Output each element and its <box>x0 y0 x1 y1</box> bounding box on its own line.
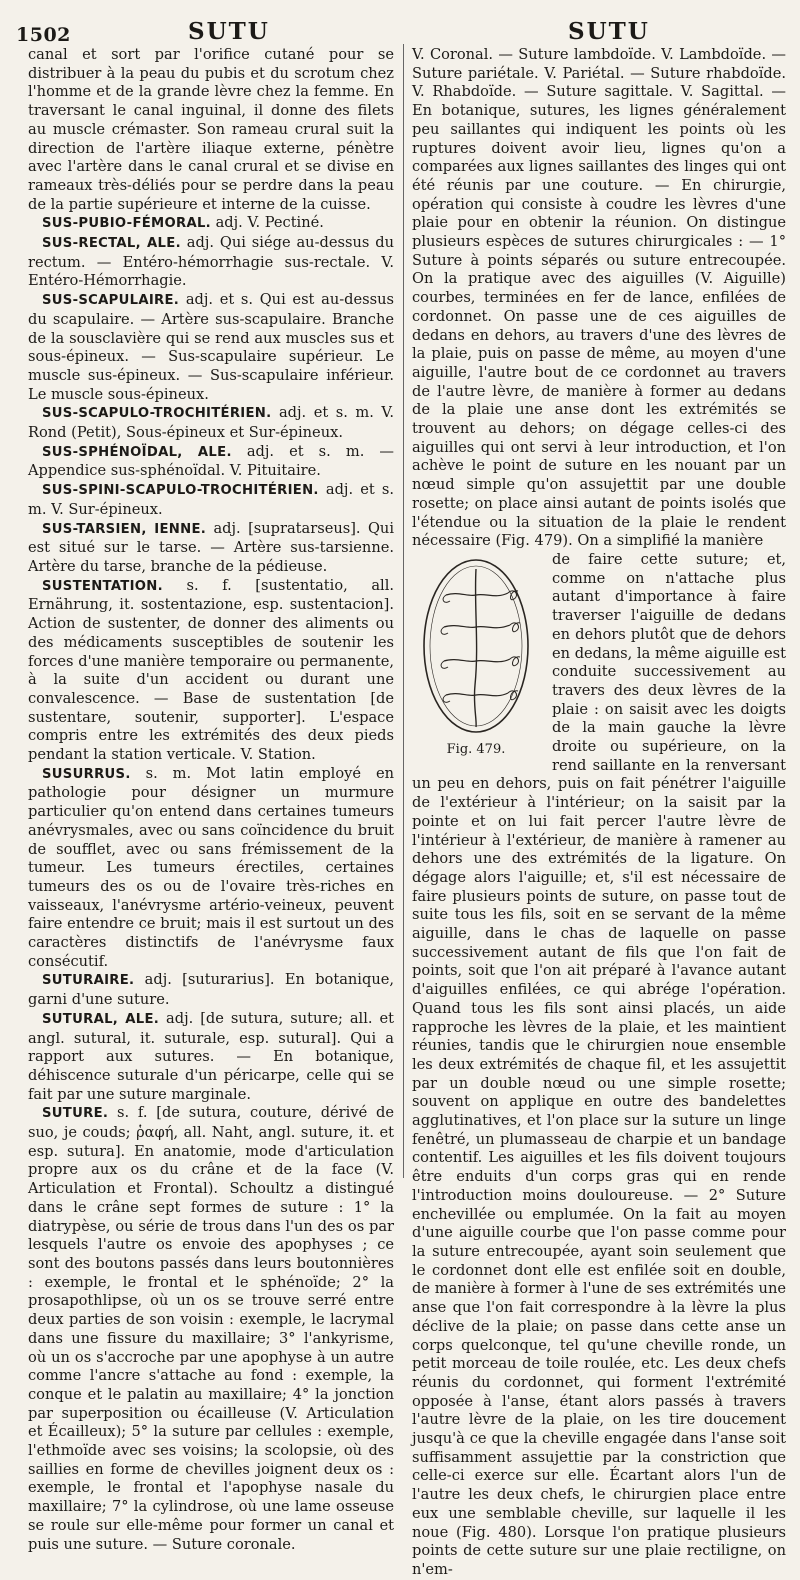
suture-illustration <box>416 555 536 737</box>
dictionary-entry <box>28 577 394 765</box>
paragraph-main: de faire cette suture; et, comme on n'attache plus autant d'importance à faire traverser l'aiguille de dedans en dehors plutôt que de dehors en dedans, la même aiguille est conduite successivement au travers des deux lèvres de la plaie : on saisit avec les doigts de la main gauche la lèvre droite ou supérieure, on la rend saillante en la renversant un peu en dehors, puis on fait pénétrer l'aiguille de l'extérieur à l'intérieur; on la saisit par la pointe et on lui fait percer l'autre lèvre de l'intérieur à l'extérieur, de manière à ramener au dehors une des extrémités de la ligature. On dégage alors l'aiguille; et, s'il est nécessaire de faire plusieurs points de suture, on passe tout de suite tous les fils, soit en se servant de la même aiguille, dans le chas de laquelle on passe successivement autant de fils que l'on fait de points, soit que l'on ait préparé à l'avance autant d'aiguilles enfilées, ce qui abrége l'opération. Quand tous les fils sont ainsi placés, un aide rapproche les lèvres de la plaie, et les maintient réunies, tandis que le chirurgien noue ensemble les deux extrémités de chaque fil, et les assujettit par un double nœud ou une simple rosette; souvent on applique en outre des bandelettes agglutinatives, et l'on place sur la suture un linge fenêtré, un plumasseau de charpie et un bandage contentif. Les aiguilles et les fils doivent toujours être enduits d'un corps gras qui en rende l'introduction moins douloureuse. — 2° Suture enchevillée ou emplumée. On la fait au moyen d'une aiguille courbe que l'on passe comme pour la suture entrecoupée, ayant soin seulement que le cordonnet dont elle est enfilée soit en double, de manière à former à l'une de ses extrémités une anse que l'on fait correspondre à la lèvre la plus déclive de la plaie; on passe dans cette anse un corps quelconque, tel qu'une cheville ronde, un petit morceau de toile roulée, etc. Les deux chefs réunis du cordonnet, qui forment l'extrémité opposée à l'anse, étant alors passés à travers l'autre lèvre de la plaie, on les tire doucement jusqu'à ce que la cheville engagée dans l'anse soit suffisamment assujettie par la constriction que celle-ci exerce sur elle. Écartant alors l'un de l'autre les deux chefs, le chirurgien place entre eux une semblable cheville, sur laquelle il les noue (Fig. 480). Lorsque l'on pratique plusieurs points de cette suture sur une plaie rectiligne, on n'em- <box>412 550 786 1578</box>
right-column <box>412 46 786 1578</box>
entry-headword: SUS-SPINI-SCAPULO-TROCHITÉRIEN. <box>42 483 319 499</box>
entry-definition: adj. Qui siége au-dessus du rectum. — Entéro-hémorrhagie sus-rectale. V. Entéro-Hémorrhagie. <box>28 234 394 290</box>
entry-headword: SUS-PUBIO-FÉMORAL. <box>42 216 211 232</box>
dictionary-entry <box>28 481 394 519</box>
running-head-left: SUTU <box>188 18 270 45</box>
paragraph-continued: canal et sort par l'orifice cutané pour se distribuer à la peau du pubis et du scrotum chez l'homme et de la grande lèvre chez la femme. En traversant le canal inguinal, il donne des filets au muscle crémaster. Son rameau crural suit la direction de l'artère iliaque externe, pénètre avec l'artère dans le canal crural et se divise en rameaux très-déliés pour se perdre dans la peau de la partie supérieure et interne de la cuisse. <box>28 46 394 213</box>
entry-headword: SUS-SCAPULO-TROCHITÉRIEN. <box>42 406 272 422</box>
entry-headword: SUS-RECTAL, ALE. <box>42 236 181 252</box>
entry-definition: s. f. [sustentatio, all. Ernährung, it. sostentazione, esp. sustentacion]. Action de sustenter, de donner des aliments ou des médicaments susceptibles de soutenir les forces d'une manière temporaire ou permanente, à la suite d'un accident ou durant une convalescence. — Base de sustentation [de sustentare, soutenir, supporter]. L'espace compris entre les extrémités des deux pieds pendant la station verticale. V. Station. <box>28 576 394 764</box>
dictionary-entry <box>28 234 394 291</box>
page-header <box>0 18 800 46</box>
paragraph-continued: V. Coronal. — Suture lambdoïde. V. Lambdoïde. — Suture pariétale. V. Pariétal. — Suture rhabdoïde. V. Rhabdoïde. — Suture sagittale. V. Sagittal. — En botanique, sutures, les lignes généralement peu saillantes qui indiquent les points où les ruptures doivent avoir lieu, lignes qu'on a comparées aux lignes saillantes des linges qui ont été réunis par une couture. — En chirurgie, opération qui consiste à coudre les lèvres d'une plaie pour en obtenir la réunion. On distingue plusieurs espèces de sutures chirurgicales : — 1° Suture à points séparés ou suture entrecoupée. On la pratique avec des aiguilles (V. Aiguille) courbes, terminées en fer de lance, enfilées de cordonnet. On passe une de ces aiguilles de dedans en dehors, au travers d'une des lèvres de la plaie, puis on passe de même, au moyen d'une aiguille, l'autre bout de ce cordonnet au travers de l'autre lèvre, de manière à former au dedans de la plaie une anse dont les extrémités se trouvent au dehors; on dégage celles-ci des aiguilles qui ont servi à leur introduction, et l'on achève le point de suture en les nouant par un nœud simple qu'on assujettit par une double rosette; on place ainsi autant de points isolés que l'étendue ou la situation de la plaie le rendent nécessaire (Fig. 479). On a simplifié la manière <box>412 46 786 550</box>
running-head-right: SUTU <box>568 18 650 45</box>
dictionary-entry <box>28 1104 394 1554</box>
dictionary-entry <box>28 520 394 577</box>
entry-definition: adj. [de sutura, suture; all. et angl. sutural, it. suturale, esp. sutural]. Qui a rapport aux sutures. — En botanique, déhiscence suturale d'un péricarpe, celle qui se fait par une suture marginale. <box>28 1009 394 1103</box>
entry-headword: SUS-SPHÉNOÏDAL, ALE. <box>42 444 232 460</box>
entry-headword: SUTURAIRE. <box>42 973 135 989</box>
dictionary-entry <box>28 291 394 404</box>
entry-definition: s. m. Mot latin employé en pathologie pour désigner un murmure particulier qu'on entend dans certaines tumeurs anévrysmales, avec ou sans coïncidence du bruit de soufflet, avec ou sans frémissement de la tumeur. Les tumeurs érectiles, certaines tumeurs des os ou de l'ovaire très-riches en vaisseaux, l'anévrysme artério-veineux, peuvent faire entendre ce bruit; mais il est surtout un des caractères distinctifs de l'anévrysme faux consécutif. <box>28 764 394 970</box>
page-number: 1502 <box>16 24 71 46</box>
entry-definition: s. f. [de sutura, couture, dérivé de suo, je couds; ῥαφή, all. Naht, angl. suture, it. et esp. sutura]. En anatomie, mode d'articulation propre aux os du crâne et de la face (V. Articulation et Frontal). Schoultz a distingué dans le crâne sept formes de suture : 1° la diatrypèse, ou série de trous dans l'un des os par lesquels l'autre os envoie des apophyses ; ce sont des boutons passés dans leurs boutonnières : exemple, le frontal et le sphénoïde; 2° la prosapothlipse, où un os se trouve serré entre deux parties de son voisin : exemple, le lacrymal dans une fissure du maxillaire; 3° l'ankyrisme, où un os s'accroche par une apophyse à un autre comme l'ancre s'attache au fond : exemple, la conque et le palatin au maxillaire; 4° la jonction par superposition ou écailleuse (V. Articulation et Écailleux); 5° la suture par cellules : exemple, l'ethmoïde avec ses voisins; la scolopsie, où des saillies en forme de chevilles joignent deux os : exemple, le frontal et l'apophyse nasale du maxillaire; 7° la cylindrose, où une lame osseuse se roule sur elle-même pour former un canal et puis une suture. — Suture coronale. <box>28 1104 394 1553</box>
entry-definition: adj. et s. Qui est au-dessus du scapulaire. — Artère sus-scapulaire. Branche de la sousclavière qui se rend aux muscles sus et sous-épineux. — Sus-scapulaire supérieur. Le muscle sus-épineux. — Sus-scapulaire inférieur. Le muscle sous-épineux. <box>28 291 394 403</box>
entry-definition: adj. et s. m. V. Rond (Petit), Sous-épineux et Sur-épineux. <box>28 404 394 442</box>
dictionary-entry <box>28 214 394 234</box>
entry-headword: SUTURE. <box>42 1106 109 1122</box>
entry-headword: SUS-SCAPULAIRE. <box>42 293 180 309</box>
dictionary-entry <box>28 443 394 481</box>
dictionary-entry <box>28 404 394 442</box>
column-divider <box>403 44 404 1178</box>
left-column <box>28 46 395 1553</box>
entry-definition: adj. [suturarius]. En botanique, garni d'une suture. <box>28 971 394 1009</box>
figure-479 <box>412 555 540 765</box>
entry-headword: SUS-TARSIEN, IENNE. <box>42 521 207 537</box>
figure-caption: Fig. 479. <box>446 741 506 757</box>
dictionary-entry <box>28 1010 394 1105</box>
entry-headword: SUSURRUS. <box>42 766 131 782</box>
entry-headword: SUTURAL, ALE. <box>42 1011 160 1027</box>
dictionary-entry <box>28 971 394 1009</box>
dictionary-entry <box>28 765 394 972</box>
entry-definition: adj. et s. m. — Appendice sus-sphénoïdal. V. Pituitaire. <box>28 442 395 480</box>
entry-definition: adj. V. Pectiné. <box>210 214 324 232</box>
entry-definition: adj. et s. m. V. Sur-épineux. <box>28 481 394 518</box>
entry-definition: adj. [supratarseus]. Qui est situé sur le tarse. — Artère sus-tarsienne. Artère du tarse, branche de la pédieuse. <box>28 519 394 575</box>
entry-headword: SUSTENTATION. <box>42 578 163 594</box>
